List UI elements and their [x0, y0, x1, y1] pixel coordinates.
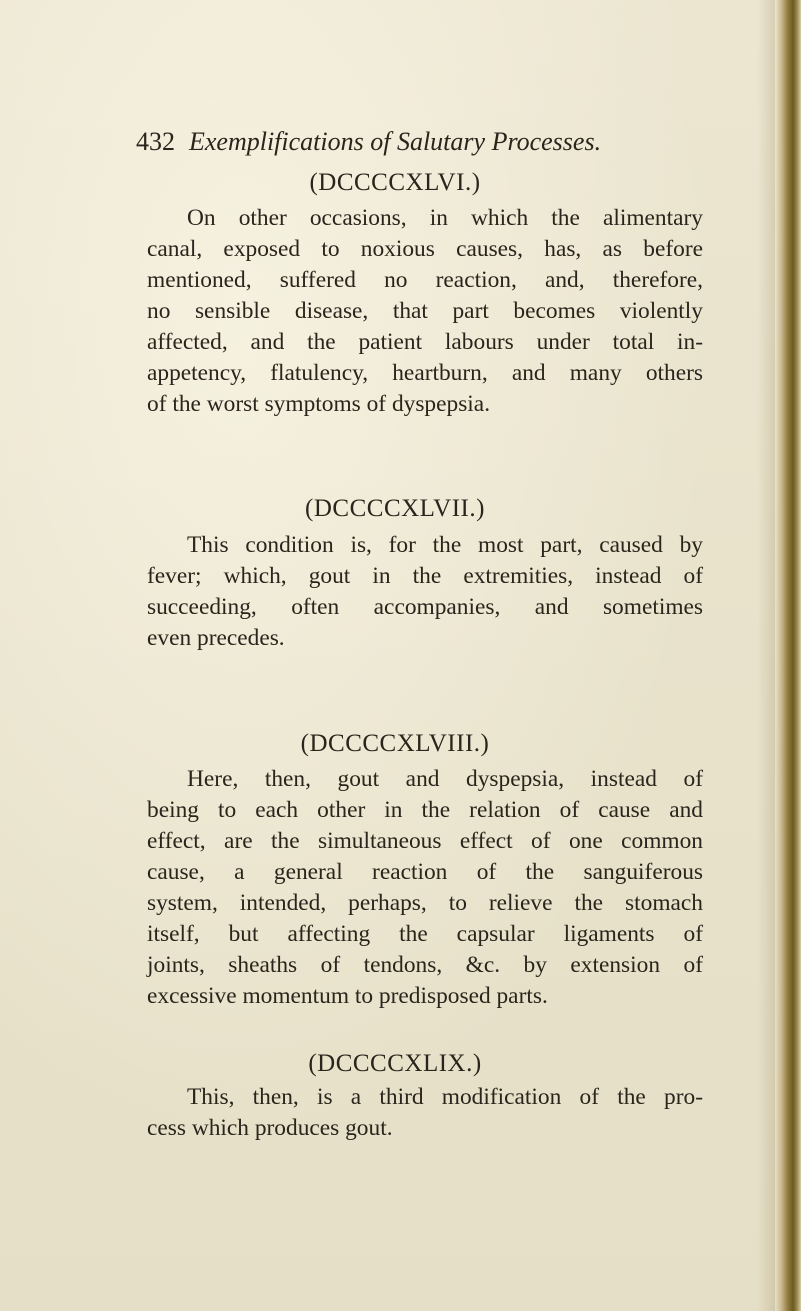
text-line: Here, then, gout and dyspepsia, instead of	[187, 766, 703, 792]
text-line: excessive momentum to predisposed parts.	[147, 983, 548, 1009]
section-heading: (DCCCCXLVI.)	[309, 169, 481, 196]
section-paragraph	[147, 764, 703, 1012]
text-line: no sensible disease, that part becomes violently	[147, 298, 703, 324]
text-line: This condition is, for the most part, caused by	[187, 532, 703, 558]
text-line: itself, but affecting the capsular ligaments of	[147, 921, 703, 947]
text-line: This, then, is a third modification of the pro-	[187, 1084, 703, 1110]
text-line: On other occasions, in which the alimentary	[187, 205, 703, 231]
section-heading: (DCCCCXLVIII.)	[300, 730, 490, 757]
text-line: appetency, flatulency, heartburn, and many others	[147, 360, 703, 386]
text-line: fever; which, gout in the extremities, instead of	[147, 563, 703, 589]
section-heading: (DCCCCXLVII.)	[305, 495, 485, 522]
running-title: Exemplifications of Salutary Processes.	[189, 127, 602, 156]
page-header	[136, 126, 696, 158]
text-line: affected, and the patient labours under total in-	[147, 329, 703, 355]
section-paragraph	[147, 530, 703, 654]
text-line: effect, are the simultaneous effect of one common	[147, 828, 703, 854]
text-line: of the worst symptoms of dyspepsia.	[147, 391, 491, 417]
text-line: even precedes.	[147, 625, 285, 651]
text-line: system, intended, perhaps, to relieve the stomach	[147, 890, 703, 916]
text-line: joints, sheaths of tendons, &c. by extension of	[147, 952, 703, 978]
section-paragraph	[147, 1082, 703, 1144]
page-number: 432	[136, 127, 175, 156]
section-heading: (DCCCCXLIX.)	[308, 1050, 482, 1077]
section-paragraph	[147, 203, 703, 420]
text-line: being to each other in the relation of cause and	[147, 797, 703, 823]
text-line: cause, a general reaction of the sanguiferous	[147, 859, 703, 885]
text-line: cess which produces gout.	[147, 1115, 393, 1141]
text-line: mentioned, suffered no reaction, and, therefore,	[147, 267, 703, 293]
text-line: succeeding, often accompanies, and sometimes	[147, 594, 703, 620]
text-line: canal, exposed to noxious causes, has, as before	[147, 236, 703, 262]
